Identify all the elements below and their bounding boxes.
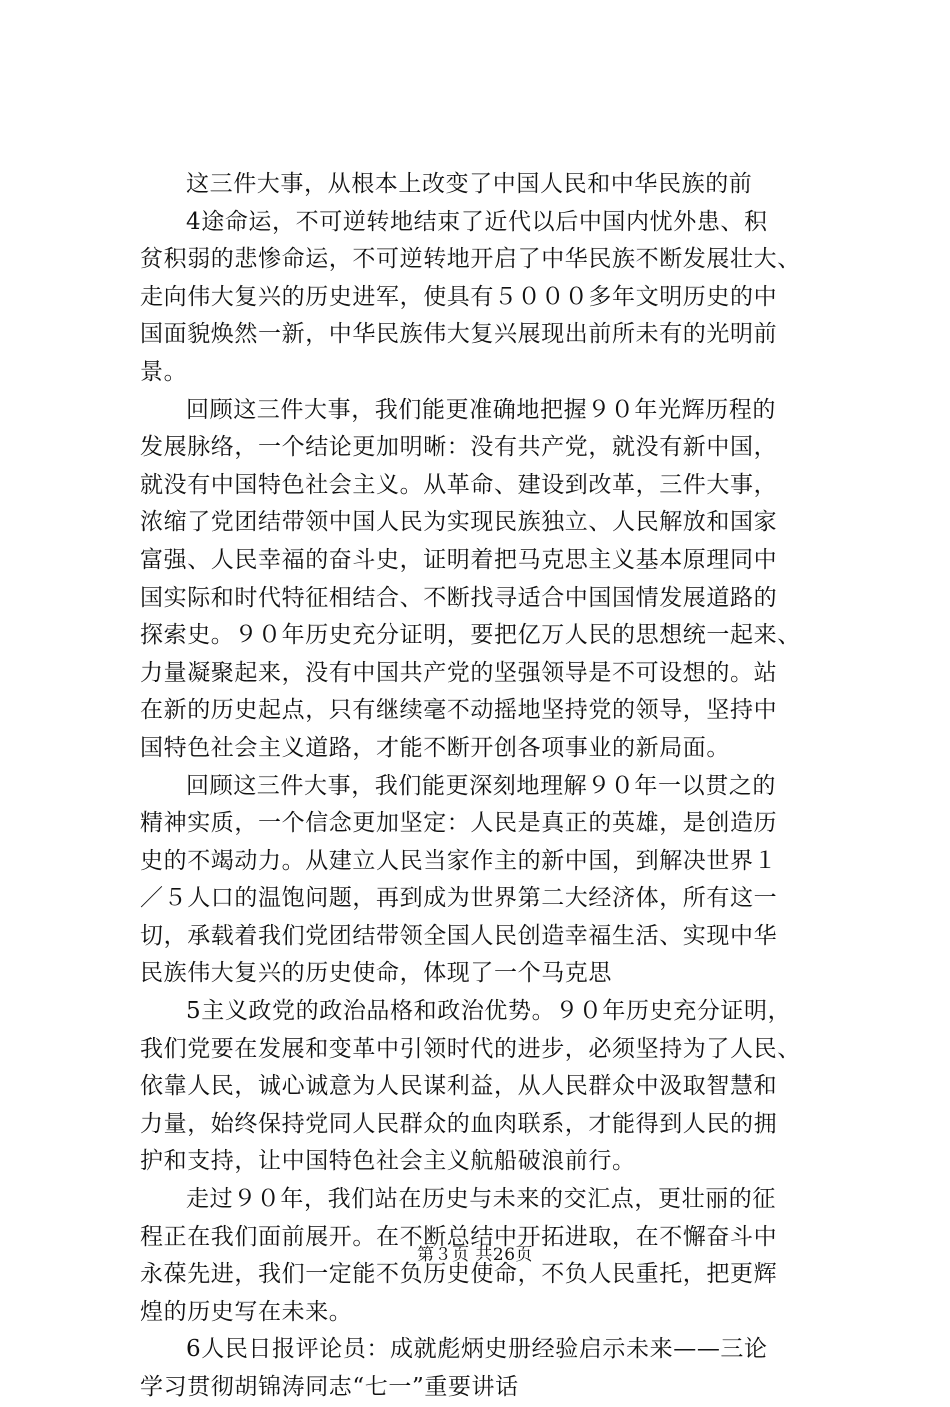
text-line: 就没有中国特色社会主义。从革命、建设到改革，三件大事， — [140, 471, 778, 498]
text-line: 煌的历史写在未来。 — [140, 1298, 353, 1325]
text-line: 力量凝聚起来，没有中国共产党的坚强领导是不可设想的。站 — [140, 659, 778, 686]
text-line: 永葆先进，我们一定能不负历史使命，不负人民重托，把更辉 — [140, 1261, 778, 1288]
text-line: 在新的历史起点，只有继续毫不动摇地坚持党的领导，坚持中 — [140, 697, 778, 724]
text-line: 探索史。９０年历史充分证明，要把亿万人民的思想统一起来、 — [140, 622, 801, 649]
text-line: 6人民日报评论员：成就彪炳史册经验启示未来——三论 — [186, 1336, 768, 1363]
text-line: 史的不竭动力。从建立人民当家作主的新中国，到解决世界１ — [140, 847, 778, 874]
text-line: 走过９０年，我们站在历史与未来的交汇点，更壮丽的征 — [186, 1186, 776, 1213]
text-line: 5主义政党的政治品格和政治优势。９０年历史充分证明， — [186, 998, 792, 1025]
text-line: 国特色社会主义道路，才能不断开创各项事业的新局面。 — [140, 734, 730, 761]
text-line: 护和支持，让中国特色社会主义航船破浪前行。 — [140, 1148, 636, 1175]
text-line: 国实际和时代特征相结合、不断找寻适合中国国情发展道路的 — [140, 584, 778, 611]
text-line: 回顾这三件大事，我们能更深刻地理解９０年一以贯之的 — [186, 772, 776, 799]
text-line: 学习贯彻胡锦涛同志“七一”重要讲话 — [140, 1374, 519, 1400]
text-line: 景。 — [140, 358, 188, 385]
text-line: 程正在我们面前展开。在不断总结中开拓进取，在不懈奋斗中 — [140, 1223, 778, 1250]
text-line: 我们党要在发展和变革中引领时代的进步，必须坚持为了人民、 — [140, 1035, 801, 1062]
text-line: 回顾这三件大事，我们能更准确地把握９０年光辉历程的 — [186, 396, 776, 423]
text-line: 富强、人民幸福的奋斗史，证明着把马克思主义基本原理同中 — [140, 546, 778, 573]
text-line: ／５人口的温饱问题，再到成为世界第二大经济体，所有这一 — [140, 885, 778, 912]
text-line: 精神实质，一个信念更加坚定：人民是真正的英雄，是创造历 — [140, 810, 778, 837]
text-line: 依靠人民，诚心诚意为人民谋利益，从人民群众中汲取智慧和 — [140, 1073, 778, 1100]
text-line: 4途命运，不可逆转地结束了近代以后中国内忧外患、积 — [186, 208, 768, 235]
text-line: 发展脉络，一个结论更加明晰：没有共产党，就没有新中国， — [140, 434, 778, 461]
text-line: 切，承载着我们党团结带领全国人民创造幸福生活、实现中华 — [140, 922, 778, 949]
text-line: 民族伟大复兴的历史使命，体现了一个马克思 — [140, 960, 612, 987]
text-line: 国面貌焕然一新，中华民族伟大复兴展现出前所未有的光明前 — [140, 321, 778, 348]
document-body — [140, 166, 830, 1407]
text-line: 走向伟大复兴的历史进军，使具有５０００多年文明历史的中 — [140, 283, 778, 310]
text-line: 浓缩了党团结带领中国人民为实现民族独立、人民解放和国家 — [140, 509, 778, 536]
text-line: 力量，始终保持党同人民群众的血肉联系，才能得到人民的拥 — [140, 1110, 778, 1137]
page-footer: 第３页 共26页 — [416, 1245, 534, 1265]
text-line: 贫积弱的悲惨命运，不可逆转地开启了中华民族不断发展壮大、 — [140, 246, 801, 273]
text-line: 这三件大事，从根本上改变了中国人民和中华民族的前 — [186, 171, 753, 197]
